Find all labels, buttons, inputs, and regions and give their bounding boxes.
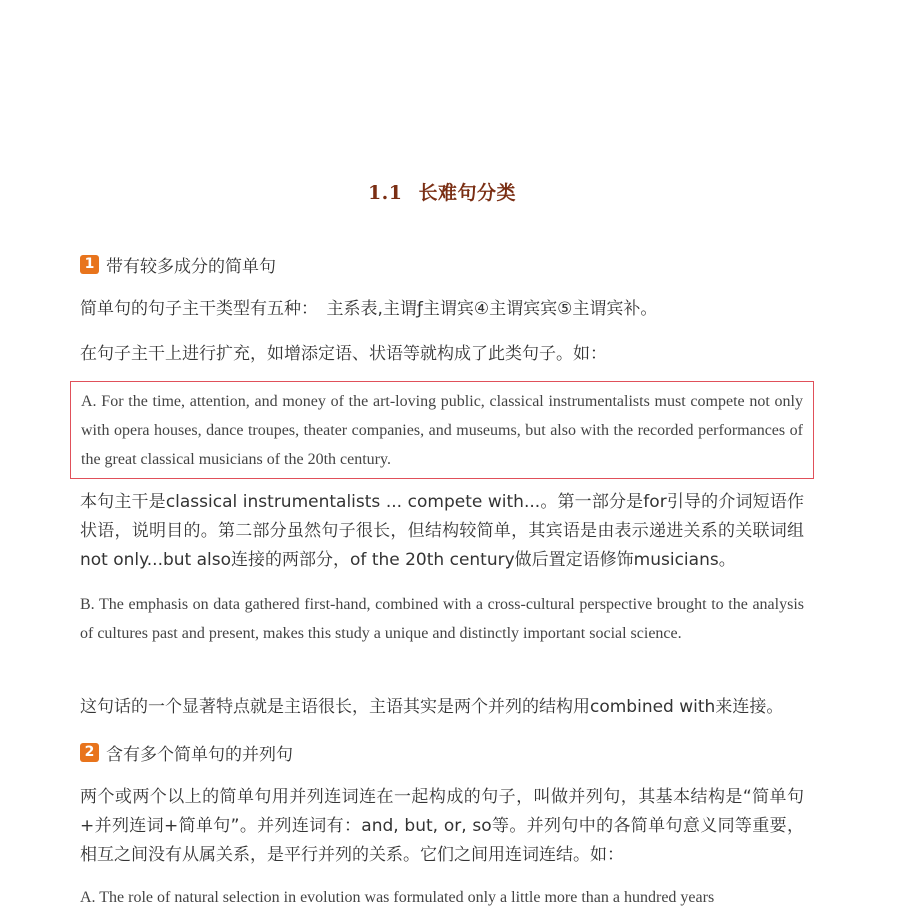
paragraph-sentence-types: 简单句的句子主干类型有五种： 主系表,主谓ƒ主谓宾④主谓宾宾⑤主谓宾补。 bbox=[80, 299, 658, 319]
section-number-badge: 1 bbox=[80, 255, 99, 274]
example-b: B. The emphasis on data gathered first-hand, combined with a cross-cultural perspective brought to the analysis of cultures past and present, makes this study a unique and distinctly important social science. bbox=[80, 596, 804, 642]
paragraph-analysis-a: 本句主干是classical instrumentalists ... compete with...。第一部分是for引导的介词短语作状语，说明目的。第二部分虽然句子很长，但结构较简单，其宾语是由表示递进关系的关联词组not only...but also连接的两部分，of the 20th century做后置定语修饰musicians。 bbox=[80, 492, 804, 570]
paragraph-analysis-b: 这句话的一个显著特点就是主语很长，主语其实是两个并列的结构用combined with来连接。 bbox=[80, 697, 784, 717]
chapter-title bbox=[80, 178, 804, 205]
section-heading-2 bbox=[80, 739, 804, 765]
example-c: A. The role of natural selection in evolution was formulated only a little more than a hundred years bbox=[80, 889, 715, 906]
chapter-number: 1.1 bbox=[367, 182, 403, 204]
section-number-badge: 2 bbox=[80, 743, 99, 762]
section-heading-text: 带有较多成分的简单句 bbox=[106, 256, 276, 277]
paragraph-expansion-intro: 在句子主干上进行扩充，如增添定语、状语等就构成了此类句子。如： bbox=[80, 344, 607, 364]
chapter-title-text: 长难句分类 bbox=[418, 182, 517, 204]
paragraph-compound-definition: 两个或两个以上的简单句用并列连词连在一起构成的句子，叫做并列句，其基本结构是“简单句+并列连词+简单句”。并列连词有：and, but, or, so等。并列句中的各简单句意义同等重要，相互之间没有从属关系，是平行并列的关系。它们之间用连词连结。如： bbox=[80, 787, 804, 865]
section-heading-1 bbox=[80, 251, 804, 277]
highlighted-example-a: A. For the time, attention, and money of the art-loving public, classical instrumentalists must compete not only with opera houses, dance troupes, theater companies, and museums, but also with the recorded performances of the great classical musicians of the 20th century. bbox=[70, 381, 814, 479]
section-heading-text: 含有多个简单句的并列句 bbox=[106, 744, 293, 765]
